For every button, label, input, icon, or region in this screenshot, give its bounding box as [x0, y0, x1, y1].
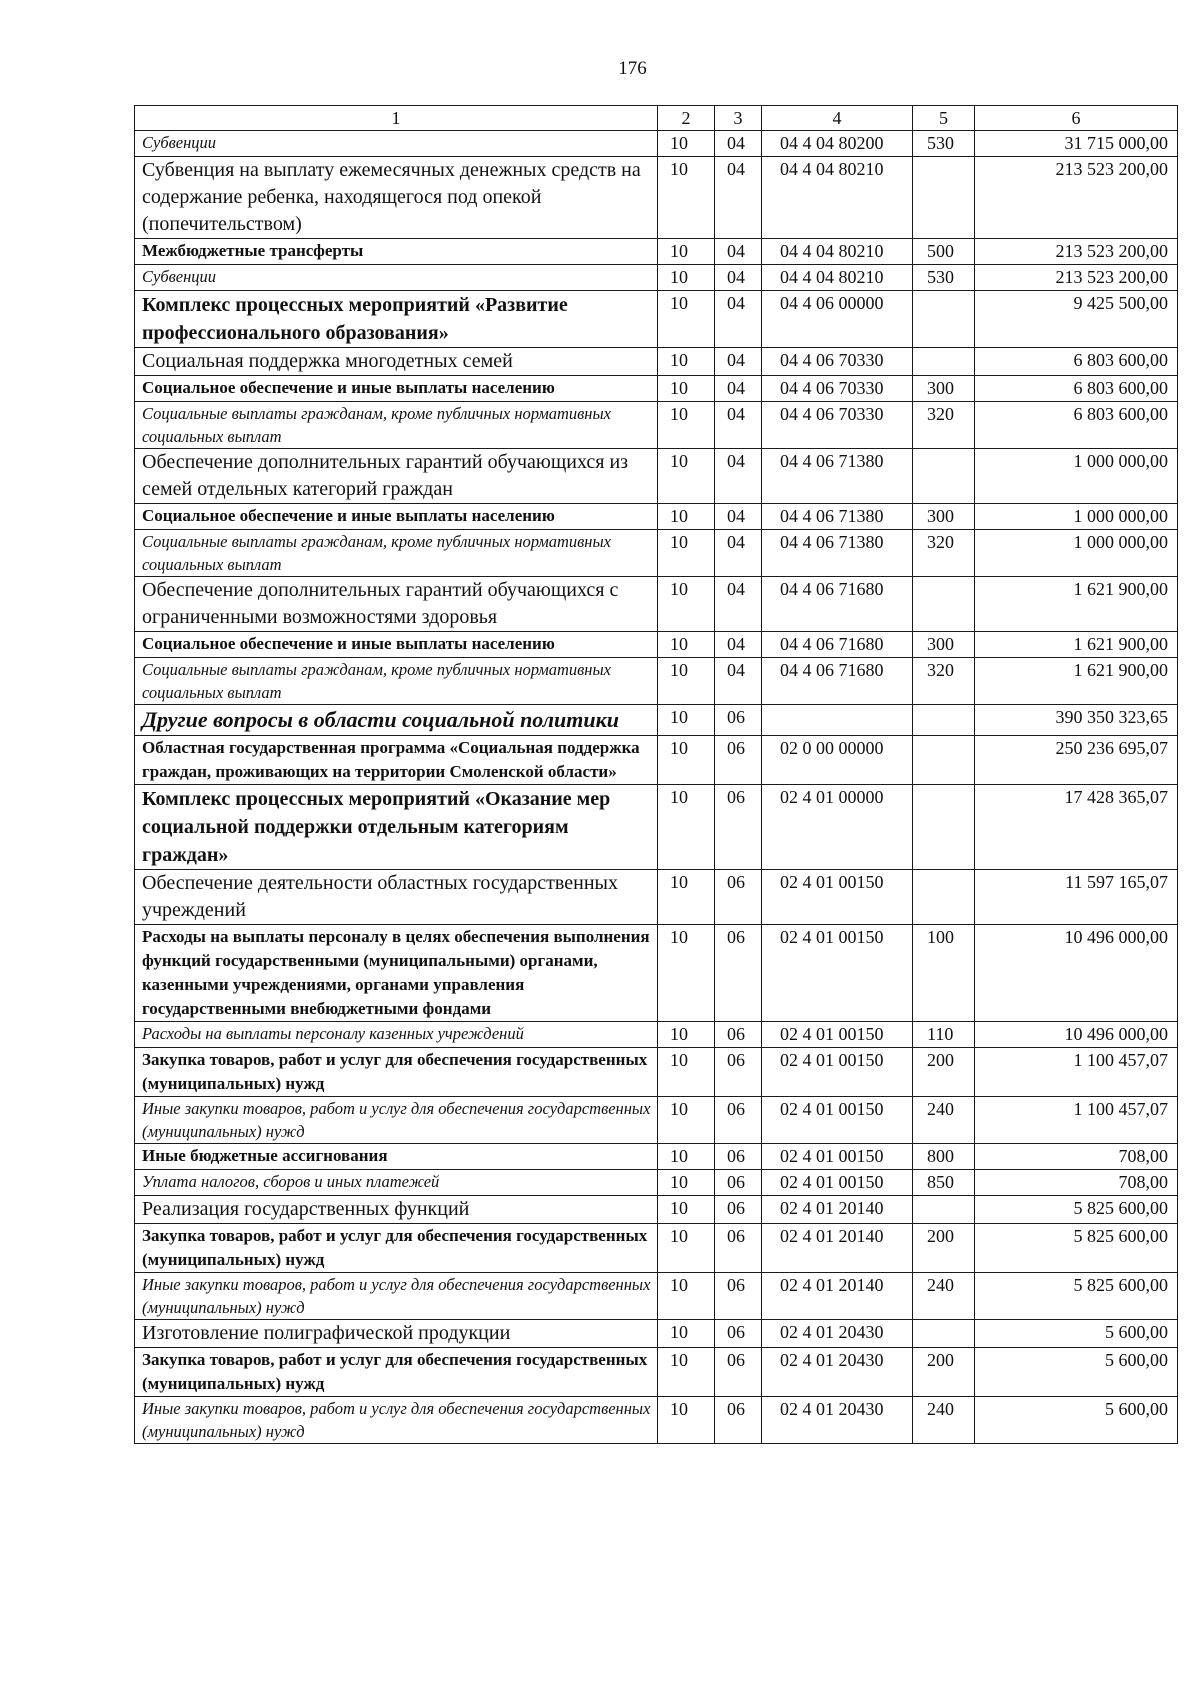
header-col-4: 4 [762, 106, 913, 131]
table-row [135, 504, 1178, 530]
target-article-code: 02 4 01 20140 [762, 1196, 913, 1224]
item-name: Изготовление полиграфической продукции [135, 1320, 658, 1348]
expense-type-code: 200 [913, 1348, 975, 1397]
amount: 1 100 457,07 [975, 1048, 1178, 1097]
target-article-code: 04 4 06 71380 [762, 530, 913, 577]
expense-type-code: 300 [913, 632, 975, 658]
budget-table [134, 105, 1178, 1444]
expense-type-code [913, 1320, 975, 1348]
section-code: 10 [658, 705, 715, 736]
section-code: 10 [658, 348, 715, 376]
subsection-code: 04 [715, 632, 762, 658]
subsection-code: 06 [715, 1348, 762, 1397]
section-code: 10 [658, 449, 715, 504]
subsection-code: 06 [715, 1170, 762, 1196]
target-article-code: 02 4 01 20430 [762, 1397, 913, 1444]
subsection-code: 06 [715, 1144, 762, 1170]
subsection-code: 06 [715, 1196, 762, 1224]
target-article-code: 04 4 04 80210 [762, 239, 913, 265]
item-name: Закупка товаров, работ и услуг для обеспечения государственных (муниципальных) нужд [135, 1348, 658, 1397]
amount: 5 600,00 [975, 1348, 1178, 1397]
amount: 1 621 900,00 [975, 658, 1178, 705]
table-row [135, 449, 1178, 504]
item-name: Субвенция на выплату ежемесячных денежных средств на содержание ребенка, находящегося под опекой (попечительством) [135, 157, 658, 239]
section-code: 10 [658, 1144, 715, 1170]
table-row [135, 658, 1178, 705]
header-col-6: 6 [975, 106, 1178, 131]
target-article-code [762, 705, 913, 736]
item-name: Иные закупки товаров, работ и услуг для обеспечения государственных (муниципальных) нужд [135, 1097, 658, 1144]
subsection-code: 04 [715, 376, 762, 402]
item-name: Комплекс процессных мероприятий «Оказание мер социальной поддержки отдельным категориям граждан» [135, 785, 658, 870]
amount: 1 100 457,07 [975, 1097, 1178, 1144]
table-row [135, 785, 1178, 870]
expense-type-code: 240 [913, 1097, 975, 1144]
table-row [135, 530, 1178, 577]
amount: 213 523 200,00 [975, 239, 1178, 265]
target-article-code: 04 4 06 71380 [762, 449, 913, 504]
item-name: Расходы на выплаты персоналу в целях обеспечения выполнения функций государственными (муниципальными) органами, казенными учреждениями, органами управления государственными внебюджетными фондами [135, 925, 658, 1022]
subsection-code: 04 [715, 291, 762, 348]
table-row [135, 1196, 1178, 1224]
target-article-code: 02 4 01 00150 [762, 1048, 913, 1097]
table-row [135, 1273, 1178, 1320]
expense-type-code: 240 [913, 1273, 975, 1320]
table-row [135, 265, 1178, 291]
amount: 11 597 165,07 [975, 870, 1178, 925]
table-row [135, 1048, 1178, 1097]
expense-type-code: 300 [913, 504, 975, 530]
item-name: Уплата налогов, сборов и иных платежей [135, 1170, 658, 1196]
header-col-2: 2 [658, 106, 715, 131]
table-row [135, 1144, 1178, 1170]
subsection-code: 04 [715, 348, 762, 376]
subsection-code: 06 [715, 1224, 762, 1273]
table-row [135, 1097, 1178, 1144]
section-code: 10 [658, 658, 715, 705]
target-article-code: 02 0 00 00000 [762, 736, 913, 785]
subsection-code: 04 [715, 239, 762, 265]
item-name: Иные бюджетные ассигнования [135, 1144, 658, 1170]
table-row [135, 577, 1178, 632]
target-article-code: 04 4 04 80210 [762, 265, 913, 291]
expense-type-code: 110 [913, 1022, 975, 1048]
target-article-code: 02 4 01 00150 [762, 1144, 913, 1170]
item-name: Социальное обеспечение и иные выплаты населению [135, 632, 658, 658]
subsection-code: 04 [715, 658, 762, 705]
target-article-code: 04 4 06 70330 [762, 348, 913, 376]
item-name: Расходы на выплаты персоналу казенных учреждений [135, 1022, 658, 1048]
section-code: 10 [658, 1273, 715, 1320]
amount: 1 000 000,00 [975, 530, 1178, 577]
section-code: 10 [658, 265, 715, 291]
table-row [135, 1348, 1178, 1397]
table-row [135, 1397, 1178, 1444]
target-article-code: 04 4 04 80210 [762, 157, 913, 239]
section-code: 10 [658, 1397, 715, 1444]
section-code: 10 [658, 376, 715, 402]
section-code: 10 [658, 504, 715, 530]
subsection-code: 04 [715, 504, 762, 530]
subsection-code: 06 [715, 705, 762, 736]
subsection-code: 04 [715, 402, 762, 449]
section-code: 10 [658, 131, 715, 157]
expense-type-code: 530 [913, 131, 975, 157]
amount: 5 825 600,00 [975, 1273, 1178, 1320]
expense-type-code [913, 157, 975, 239]
expense-type-code [913, 870, 975, 925]
table-row [135, 376, 1178, 402]
section-code: 10 [658, 1097, 715, 1144]
table-row [135, 736, 1178, 785]
expense-type-code [913, 348, 975, 376]
subsection-code: 06 [715, 925, 762, 1022]
expense-type-code [913, 449, 975, 504]
section-code: 10 [658, 530, 715, 577]
item-name: Субвенции [135, 265, 658, 291]
subsection-code: 04 [715, 131, 762, 157]
target-article-code: 04 4 06 71680 [762, 658, 913, 705]
target-article-code: 04 4 06 71380 [762, 504, 913, 530]
item-name: Социальные выплаты гражданам, кроме публичных нормативных социальных выплат [135, 530, 658, 577]
table-row [135, 348, 1178, 376]
table-row [135, 131, 1178, 157]
expense-type-code: 320 [913, 402, 975, 449]
item-name: Реализация государственных функций [135, 1196, 658, 1224]
header-col-5: 5 [913, 106, 975, 131]
header-row [135, 106, 1178, 131]
target-article-code: 02 4 01 00150 [762, 1097, 913, 1144]
table-row [135, 705, 1178, 736]
section-code: 10 [658, 925, 715, 1022]
subsection-code: 06 [715, 1397, 762, 1444]
item-name: Субвенции [135, 131, 658, 157]
expense-type-code [913, 736, 975, 785]
expense-type-code [913, 785, 975, 870]
amount: 6 803 600,00 [975, 348, 1178, 376]
target-article-code: 02 4 01 00150 [762, 925, 913, 1022]
amount: 5 600,00 [975, 1320, 1178, 1348]
target-article-code: 02 4 01 00150 [762, 1170, 913, 1196]
expense-type-code: 200 [913, 1048, 975, 1097]
section-code: 10 [658, 291, 715, 348]
amount: 5 600,00 [975, 1397, 1178, 1444]
table-row [135, 291, 1178, 348]
item-name: Иные закупки товаров, работ и услуг для обеспечения государственных (муниципальных) нужд [135, 1397, 658, 1444]
section-code: 10 [658, 785, 715, 870]
amount: 213 523 200,00 [975, 157, 1178, 239]
amount: 10 496 000,00 [975, 925, 1178, 1022]
section-code: 10 [658, 1320, 715, 1348]
target-article-code: 02 4 01 20140 [762, 1273, 913, 1320]
target-article-code: 02 4 01 20430 [762, 1320, 913, 1348]
section-code: 10 [658, 239, 715, 265]
target-article-code: 04 4 06 71680 [762, 632, 913, 658]
target-article-code: 04 4 04 80200 [762, 131, 913, 157]
target-article-code: 02 4 01 20430 [762, 1348, 913, 1397]
item-name: Межбюджетные трансферты [135, 239, 658, 265]
amount: 10 496 000,00 [975, 1022, 1178, 1048]
amount: 5 825 600,00 [975, 1196, 1178, 1224]
subsection-code: 04 [715, 265, 762, 291]
expense-type-code: 320 [913, 658, 975, 705]
amount: 31 715 000,00 [975, 131, 1178, 157]
target-article-code: 04 4 06 70330 [762, 376, 913, 402]
table-row [135, 239, 1178, 265]
target-article-code: 02 4 01 20140 [762, 1224, 913, 1273]
subsection-code: 04 [715, 157, 762, 239]
amount: 213 523 200,00 [975, 265, 1178, 291]
section-code: 10 [658, 577, 715, 632]
amount: 708,00 [975, 1170, 1178, 1196]
amount: 250 236 695,07 [975, 736, 1178, 785]
expense-type-code: 200 [913, 1224, 975, 1273]
amount: 6 803 600,00 [975, 376, 1178, 402]
expense-type-code: 850 [913, 1170, 975, 1196]
expense-type-code: 100 [913, 925, 975, 1022]
amount: 390 350 323,65 [975, 705, 1178, 736]
item-name: Закупка товаров, работ и услуг для обеспечения государственных (муниципальных) нужд [135, 1224, 658, 1273]
section-code: 10 [658, 1224, 715, 1273]
target-article-code: 04 4 06 70330 [762, 402, 913, 449]
subsection-code: 06 [715, 1097, 762, 1144]
expense-type-code: 500 [913, 239, 975, 265]
subsection-code: 06 [715, 1022, 762, 1048]
subsection-code: 04 [715, 530, 762, 577]
target-article-code: 02 4 01 00150 [762, 870, 913, 925]
header-col-3: 3 [715, 106, 762, 131]
table-row [135, 1320, 1178, 1348]
amount: 5 825 600,00 [975, 1224, 1178, 1273]
expense-type-code: 320 [913, 530, 975, 577]
amount: 17 428 365,07 [975, 785, 1178, 870]
table-row [135, 402, 1178, 449]
item-name: Другие вопросы в области социальной политики [135, 705, 658, 736]
item-name: Социальные выплаты гражданам, кроме публичных нормативных социальных выплат [135, 658, 658, 705]
amount: 9 425 500,00 [975, 291, 1178, 348]
table-row [135, 925, 1178, 1022]
subsection-code: 06 [715, 870, 762, 925]
section-code: 10 [658, 1348, 715, 1397]
table-row [135, 1224, 1178, 1273]
expense-type-code [913, 1196, 975, 1224]
section-code: 10 [658, 632, 715, 658]
header-col-1: 1 [135, 106, 658, 131]
table-row [135, 157, 1178, 239]
table-row [135, 1170, 1178, 1196]
item-name: Обеспечение дополнительных гарантий обучающихся из семей отдельных категорий граждан [135, 449, 658, 504]
amount: 708,00 [975, 1144, 1178, 1170]
expense-type-code: 300 [913, 376, 975, 402]
subsection-code: 06 [715, 785, 762, 870]
subsection-code: 06 [715, 1320, 762, 1348]
expense-type-code [913, 291, 975, 348]
table-row [135, 870, 1178, 925]
subsection-code: 06 [715, 736, 762, 785]
item-name: Обеспечение деятельности областных государственных учреждений [135, 870, 658, 925]
subsection-code: 06 [715, 1273, 762, 1320]
expense-type-code: 800 [913, 1144, 975, 1170]
section-code: 10 [658, 1022, 715, 1048]
amount: 1 621 900,00 [975, 632, 1178, 658]
target-article-code: 02 4 01 00000 [762, 785, 913, 870]
item-name: Обеспечение дополнительных гарантий обучающихся с ограниченными возможностями здоровья [135, 577, 658, 632]
item-name: Социальное обеспечение и иные выплаты населению [135, 376, 658, 402]
section-code: 10 [658, 1048, 715, 1097]
section-code: 10 [658, 157, 715, 239]
expense-type-code: 530 [913, 265, 975, 291]
section-code: 10 [658, 736, 715, 785]
amount: 1 000 000,00 [975, 504, 1178, 530]
target-article-code: 02 4 01 00150 [762, 1022, 913, 1048]
subsection-code: 06 [715, 1048, 762, 1097]
item-name: Социальные выплаты гражданам, кроме публичных нормативных социальных выплат [135, 402, 658, 449]
target-article-code: 04 4 06 71680 [762, 577, 913, 632]
item-name: Социальное обеспечение и иные выплаты населению [135, 504, 658, 530]
subsection-code: 04 [715, 449, 762, 504]
section-code: 10 [658, 1196, 715, 1224]
target-article-code: 04 4 06 00000 [762, 291, 913, 348]
section-code: 10 [658, 870, 715, 925]
page-number: 176 [618, 58, 647, 79]
amount: 1 621 900,00 [975, 577, 1178, 632]
section-code: 10 [658, 402, 715, 449]
table-row [135, 1022, 1178, 1048]
expense-type-code [913, 577, 975, 632]
item-name: Областная государственная программа «Социальная поддержка граждан, проживающих на территории Смоленской области» [135, 736, 658, 785]
item-name: Иные закупки товаров, работ и услуг для обеспечения государственных (муниципальных) нужд [135, 1273, 658, 1320]
amount: 6 803 600,00 [975, 402, 1178, 449]
item-name: Комплекс процессных мероприятий «Развитие профессионального образования» [135, 291, 658, 348]
section-code: 10 [658, 1170, 715, 1196]
expense-type-code: 240 [913, 1397, 975, 1444]
amount: 1 000 000,00 [975, 449, 1178, 504]
item-name: Социальная поддержка многодетных семей [135, 348, 658, 376]
subsection-code: 04 [715, 577, 762, 632]
table-row [135, 632, 1178, 658]
item-name: Закупка товаров, работ и услуг для обеспечения государственных (муниципальных) нужд [135, 1048, 658, 1097]
expense-type-code [913, 705, 975, 736]
